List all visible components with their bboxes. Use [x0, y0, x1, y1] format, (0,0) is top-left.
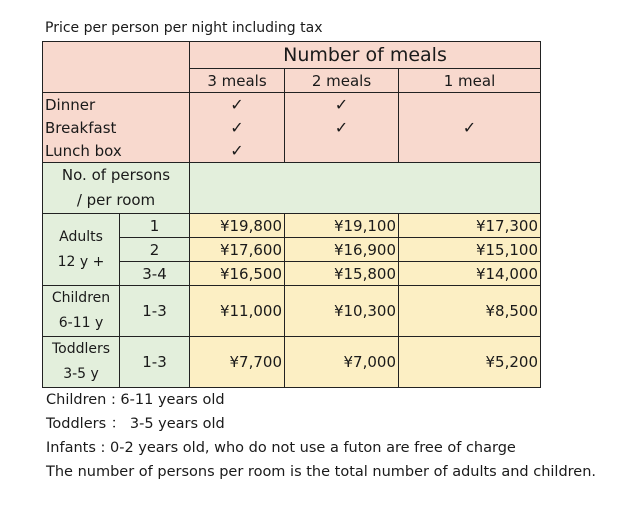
note-persons-per-room: The number of persons per room is the total number of adults and children. [46, 464, 597, 480]
column-header-2-meals: 2 meals [285, 69, 399, 93]
price-adults-1-3meals: ¥19,800 [190, 214, 285, 238]
meal-breakfast: Breakfast [43, 116, 190, 139]
price-adults-2-3meals: ¥17,600 [190, 238, 285, 262]
check-breakfast-3: ✓ [190, 116, 285, 139]
check-dinner-3: ✓ [190, 93, 285, 117]
price-toddlers-3meals: ¥7,700 [190, 337, 285, 388]
note-children: Children : 6-11 years old [46, 392, 225, 408]
adults-label-line2: 12 y + [57, 253, 105, 270]
corner-cell [43, 42, 190, 93]
children-label [43, 286, 120, 337]
persons-per-room-label [43, 163, 190, 214]
price-children-1meal: ¥8,500 [399, 286, 541, 337]
children-count: 1-3 [120, 286, 190, 337]
adults-count-2: 2 [120, 238, 190, 262]
adults-count-1: 1 [120, 214, 190, 238]
check-lunch-3: ✓ [190, 139, 285, 163]
price-adults-1-1meal: ¥17,300 [399, 214, 541, 238]
price-toddlers-2meals: ¥7,000 [285, 337, 399, 388]
adults-label [43, 214, 120, 286]
column-header-1-meal: 1 meal [399, 69, 541, 93]
check-breakfast-1: ✓ [399, 116, 541, 139]
note-toddlers: Toddlers ： 3-5 years old [46, 416, 225, 432]
note-infants: Infants : 0-2 years old, who do not use a futon are free of charge [46, 440, 516, 456]
check-dinner-1 [399, 93, 541, 117]
price-adults-2-2meals: ¥16,900 [285, 238, 399, 262]
table-caption: Price per person per night including tax [45, 20, 323, 36]
price-children-2meals: ¥10,300 [285, 286, 399, 337]
price-children-3meals: ¥11,000 [190, 286, 285, 337]
price-adults-2-1meal: ¥15,100 [399, 238, 541, 262]
price-adults-3-4-3meals: ¥16,500 [190, 262, 285, 286]
children-label-line1: Children [51, 290, 111, 306]
price-adults-1-2meals: ¥19,100 [285, 214, 399, 238]
meal-dinner: Dinner [43, 93, 190, 117]
adults-label-line1: Adults [59, 228, 103, 245]
persons-label-line2: / per room [76, 191, 156, 209]
adults-count-3-4: 3-4 [120, 262, 190, 286]
meal-lunch-box: Lunch box [43, 139, 190, 163]
toddlers-label [43, 337, 120, 388]
meals-header-title: Number of meals [190, 42, 541, 69]
children-label-line2: 6-11 y [58, 315, 104, 331]
toddlers-label-line1: Toddlers [51, 341, 111, 357]
check-dinner-2: ✓ [285, 93, 399, 117]
price-adults-3-4-2meals: ¥15,800 [285, 262, 399, 286]
price-toddlers-1meal: ¥5,200 [399, 337, 541, 388]
persons-label-line1: No. of persons [61, 166, 171, 184]
price-table [42, 41, 541, 388]
persons-header-fill [190, 163, 541, 214]
toddlers-count: 1-3 [120, 337, 190, 388]
check-lunch-1 [399, 139, 541, 163]
check-lunch-2 [285, 139, 399, 163]
price-adults-3-4-1meal: ¥14,000 [399, 262, 541, 286]
toddlers-label-line2: 3-5 y [63, 366, 99, 382]
notes [46, 388, 596, 484]
column-header-3-meals: 3 meals [190, 69, 285, 93]
check-breakfast-2: ✓ [285, 116, 399, 139]
